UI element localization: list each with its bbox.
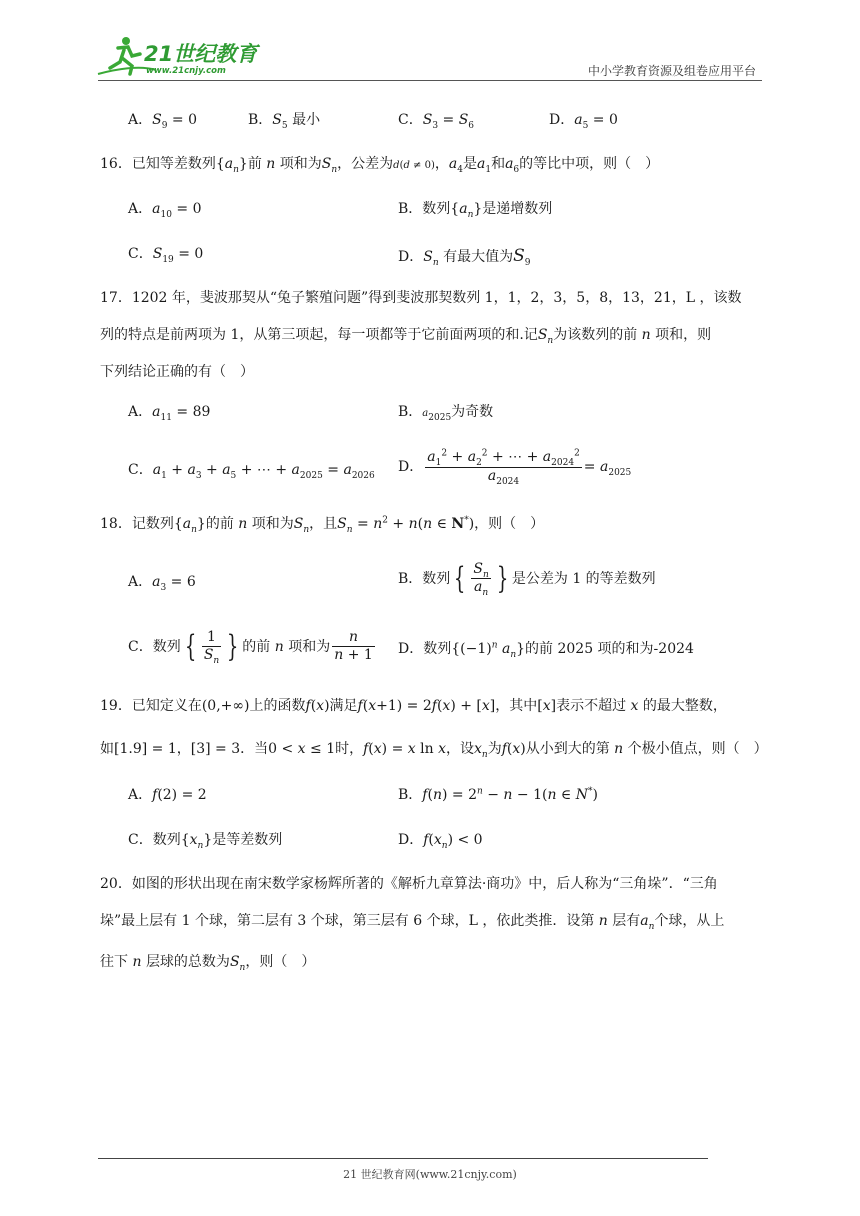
q20-stem-line1: 20．如图的形状出现在南宋数学家杨辉所著的《解析九章算法·商功》中，后人称为“三角垛”．“三角 — [100, 876, 718, 892]
logo-url: www.21cnjy.com — [146, 66, 226, 76]
q20-stem-line2: 垛”最上层有 1 个球，第二层有 3 个球，第三层有 6 个球，L ，依此类推．设第 n 层有$a_n$个球，从上 — [100, 913, 725, 932]
q18-option-c: C．数列 { $\frac{1}{S_n}$ } 的前 n 项和为 $\frac{n}{n + 1}$ — [128, 628, 373, 667]
q16-option-a: A．$a_{10} = 0$ — [128, 201, 202, 220]
q15-option-d: D．$a_5 = 0$ — [549, 112, 618, 131]
header-divider — [98, 80, 762, 81]
q17-option-c: C．$a_1 + a_3 + a_5$ + ⋯ + $a_{2025} = a_{2026}$ — [128, 462, 375, 481]
q16-option-d: D．$S_n$ 有最大值为$S_9$ — [398, 246, 531, 268]
q18-option-a: A．$a_3 = 6$ — [128, 574, 196, 593]
q16-stem: 16．已知等差数列$\{a_n\}$前 n 项和为$S_n$，公差为d(d ≠ 0)，$a_4$是$a_1$和$a_6$的等比中项，则（ ） — [100, 156, 660, 175]
q16-option-c: C．$S_{19} = 0$ — [128, 246, 204, 265]
q15-option-c: C．$S_3 = S_6$ — [398, 112, 475, 131]
q15-option-b: B．$S_5$ 最小 — [248, 112, 321, 131]
footer-divider — [98, 1158, 708, 1159]
q17-stem-line1: 17．1202 年，斐波那契从“兔子繁殖问题”得到斐波那契数列 1，1，2，3，5，8，13，21，L ，该数 — [100, 290, 742, 306]
q16-option-b: B．数列$\{a_n\}$是递增数列 — [398, 201, 553, 220]
q19-option-d: D．$f(x_n) < 0$ — [398, 832, 483, 851]
footer-text: 21 世纪教育网(www.21cnjy.com) — [343, 1168, 517, 1181]
q18-stem: 18．记数列$\{a_n\}$的前 n 项和为$S_n$，且$S_n = n^2 + n(n$ ∈ N*)，则（ ） — [100, 515, 545, 535]
q19-option-b: B．$f(n) = 2^n - n - 1(n$ ∈ N*) — [398, 786, 598, 803]
q19-stem-line1: 19．已知定义在(0,+∞)上的函数f(x)满足f(x+1) = 2f(x) + [x]，其中[x]表示不超过 x 的最大整数， — [100, 698, 727, 714]
q20-stem-line3: 往下 n 层球的总数为$S_n$，则（ ） — [100, 954, 316, 973]
q18-option-d: D．数列{$(-1)^n$ $a_n$}的前 2025 项的和为-2024 — [398, 640, 694, 660]
q17-stem-line2: 列的特点是前两项为 1，从第三项起，每一项都等于它前面两项的和.记$S_n$为该数列的前 n 项和，则 — [100, 327, 712, 346]
q19-stem-line2: 如[1.9] = 1，[3] = 3．当0 < x ≤ 1时，f(x) = x ln x，设$x_n$为f(x)从小到大的第 n 个极小值点，则（ ） — [100, 741, 768, 760]
q17-stem-line3: 下列结论正确的有（ ） — [100, 364, 254, 380]
q17-option-a: A．$a_{11} = 89$ — [128, 404, 211, 423]
q17-option-b: B．$a_{2025}$为奇数 — [398, 404, 494, 423]
q19-option-a: A．f(2) = 2 — [128, 787, 207, 803]
q18-option-b: B．数列 { $\frac{S_n}{a_n}$ } 是公差为 1 的等差数列 — [398, 560, 656, 599]
logo-text: 21世纪教育 — [144, 42, 258, 66]
q17-option-d: D． $\frac{a_1^2 + a_2^2 + \cdots + a_{2024}^2}{a_{2024}}$ = $a_{2025}$ — [398, 448, 632, 487]
site-logo — [96, 34, 266, 78]
q19-option-c: C．数列$\{x_n\}$是等差数列 — [128, 832, 283, 851]
q15-option-a: A．$S_9 = 0$ — [128, 112, 197, 131]
platform-name: 中小学教育资源及组卷应用平台 — [587, 64, 756, 78]
